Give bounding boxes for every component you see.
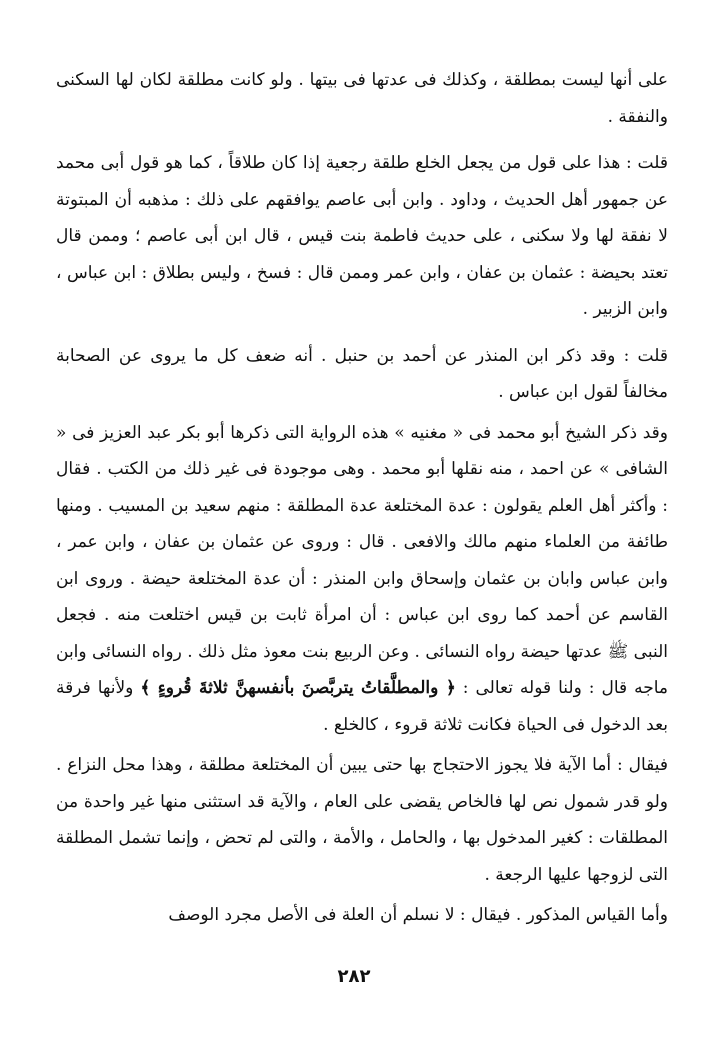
- page-body: [56, 62, 668, 934]
- paragraph-6: [56, 897, 668, 934]
- paragraph-1: [56, 62, 668, 135]
- paragraph-2-text: قلت : هذا على قول من يجعل الخلع طلقة رجعية إذا كان طلاقاً ، كما هو قول أبى محمد عن جمهور أهل الحديث ، وداود . وابن أبى عاصم يوافقهم على ذلك : مذهبه أن المبتوتة لا نفقة لها ولا سكنى ، على حديث فاطمة بنت قيس ، قال ابن أبى عاصم ؛ وممن قال تعتد بحيضة : عثمان بن عفان ، وابن عمر وممن قال : فسخ ، وليس بطلاق : ابن عباس ، وابن الزبير .: [56, 153, 668, 319]
- paragraph-3: [56, 338, 668, 411]
- paragraph-5: [56, 747, 668, 893]
- paragraph-4: [56, 415, 668, 744]
- paragraph-4-text: وقد ذكر الشيخ أبو محمد فى « مغنيه » هذه الرواية التى ذكرها أبو بكر عبد العزيز فى « الشافى » عن احمد ، منه نقلها أبو محمد . وهى موجودة فى غير ذلك من الكتب . فقال : وأكثر أهل العلم يقولون : عدة المختلعة عدة المطلقة : منهم سعيد بن المسيب . ومنها طائفة من العلماء منهم مالك والافعى . قال : وروى عن عثمان بن عفان ، وابن عمر ، وابن عباس وابان بن عثمان وإسحاق وابن المنذر : أن عدة المختلعة حيضة . وروى ابن القاسم عن أحمد كما روى ابن عباس : أن امرأة ثابت بن قيس اختلعت منه . فجعل النبى ﷺ عدتها حيضة رواه النسائى . وعن الربيع بنت معوذ مثل ذلك . رواه النسائى وابن ماجه قال : ولنا قوله تعالى :: [56, 422, 669, 698]
- paragraph-5-text: فيقال : أما الآية فلا يجوز الاحتجاج بها حتى يبين أن المختلعة مطلقة ، وهذا محل النزاع . ولو قدر شمول نص لها فالخاص يقضى على العام ، والآية قد استثنى منها غير واحدة من المطلقات : كغير المدخول بها ، والحامل ، والأمة ، والتى لم تحض ، وإنما تشمل المطلقة التى لزوجها عليها الرجعة .: [56, 755, 668, 885]
- paragraph-1-text: على أنها ليست بمطلقة ، وكذلك فى عدتها فى بيتها . ولو كانت مطلقة لكان لها السكنى والنفقة .: [56, 70, 668, 127]
- paragraph-6-text: وأما القياس المذكور . فيقال : لا نسلم أن العلة فى الأصل مجرد الوصف: [168, 905, 668, 925]
- paragraph-4-continuation: ولأنها فرقة بعد الدخول فى الحياة فكانت ثلاثة قروء ، كالخلع .: [56, 678, 668, 735]
- paragraph-3-text: قلت : وقد ذكر ابن المنذر عن أحمد بن حنبل . أنه ضعف كل ما يروى عن الصحابة مخالفاً لقول ابن عباس .: [56, 345, 668, 402]
- paragraph-2: [56, 145, 668, 328]
- quran-verse: ﴿ والمطلَّقاتُ يتربَّصنَ بأنفسهنَّ ثلاثةَ قُروءٍ ﴾: [140, 678, 456, 698]
- page-number: ٢٨٢: [337, 966, 371, 987]
